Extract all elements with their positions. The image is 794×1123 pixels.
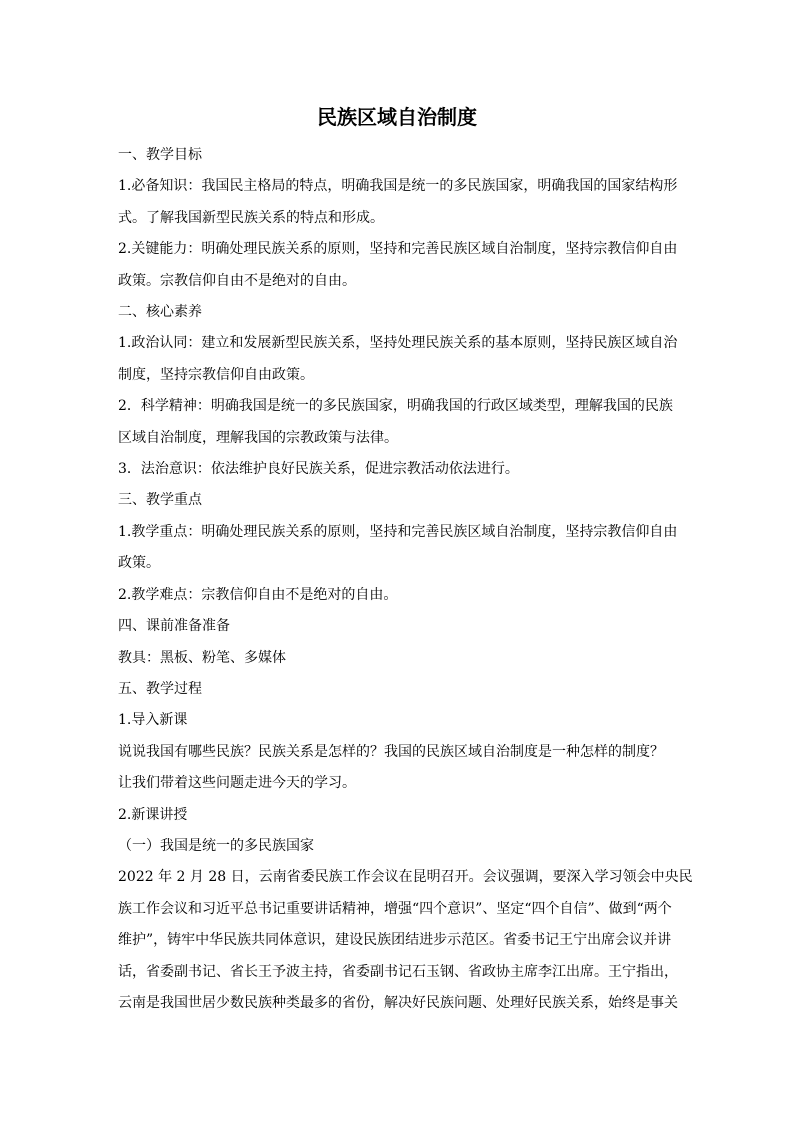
section-heading-literacy: 二、核心素养 — [118, 304, 202, 321]
section-heading-preparation: 四、课前准备准备 — [118, 618, 230, 635]
paragraph-line: 话，省委副书记、省长王予波主持，省委副书记石玉钢、省政协主席李江出席。王宁指出， — [118, 963, 678, 980]
section-heading-objectives: 一、教学目标 — [118, 147, 202, 163]
paragraph-line: 1.必备知识：我国民主格局的特点，明确我国是统一的多民族国家，明确我国的国家结构形 — [118, 178, 678, 195]
document-body — [118, 140, 693, 1019]
paragraph-line: 1.教学重点：明确处理民族关系的原则，坚持和完善民族区域自治制度，坚持宗教信仰自由 — [118, 523, 678, 540]
paragraph-line: 2022 年 2 月 28 日，云南省委民族工作会议在昆明召开。会议强调，要深入学习领会中央民 — [118, 869, 693, 886]
paragraph-line: 2.关键能力：明确处理民族关系的原则，坚持和完善民族区域自治制度，坚持宗教信仰自由 — [118, 241, 678, 258]
paragraph-line: 1.政治认同：建立和发展新型民族关系，坚持处理民族关系的基本原则，坚持民族区域自治 — [118, 335, 678, 352]
subheading-new-lesson: 2.新课讲授 — [118, 806, 188, 823]
paragraph-line: 制度，坚持宗教信仰自由政策。 — [118, 366, 314, 383]
paragraph-line: 教具：黑板、粉笔、多媒体 — [118, 649, 286, 666]
paragraph-line: 政策。 — [118, 555, 160, 572]
paragraph-line: 维护”，铸牢中华民族共同体意识，建设民族团结进步示范区。省委书记王宁出席会议并讲 — [118, 932, 672, 949]
paragraph-line: 族工作会议和习近平总书记重要讲话精神，增强“四个意识”、坚定“四个自信”、做到“两个 — [118, 900, 672, 917]
paragraph-line: 让我们带着这些问题走进今天的学习。 — [118, 775, 356, 792]
section-heading-process: 五、教学过程 — [118, 680, 202, 697]
paragraph-line: 说说我国有哪些民族？民族关系是怎样的？我国的民族区域自治制度是一种怎样的制度？ — [118, 743, 664, 760]
paragraph-line: 政策。宗教信仰自由不是绝对的自由。 — [118, 272, 356, 289]
paragraph-line: 2.教学难点：宗教信仰自由不是绝对的自由。 — [118, 586, 398, 603]
paragraph-line: 2．科学精神：明确我国是统一的多民族国家，明确我国的行政区域类型，理解我国的民族 — [118, 398, 673, 415]
section-heading-key-points: 三、教学重点 — [118, 492, 202, 509]
paragraph-line: 区域自治制度，理解我国的宗教政策与法律。 — [118, 429, 398, 446]
document-title: 民族区域自治制度 — [317, 105, 477, 129]
paragraph-line: 式。了解我国新型民族关系的特点和形成。 — [118, 209, 384, 226]
subheading-unified-nation: （一）我国是统一的多民族国家 — [118, 837, 314, 854]
subheading-intro: 1.导入新课 — [118, 712, 188, 729]
paragraph-line: 3．法治意识：依法维护良好民族关系，促进宗教活动依法进行。 — [118, 461, 519, 478]
paragraph-line: 云南是我国世居少数民族种类最多的省份，解决好民族问题、处理好民族关系，始终是事关 — [118, 994, 678, 1011]
